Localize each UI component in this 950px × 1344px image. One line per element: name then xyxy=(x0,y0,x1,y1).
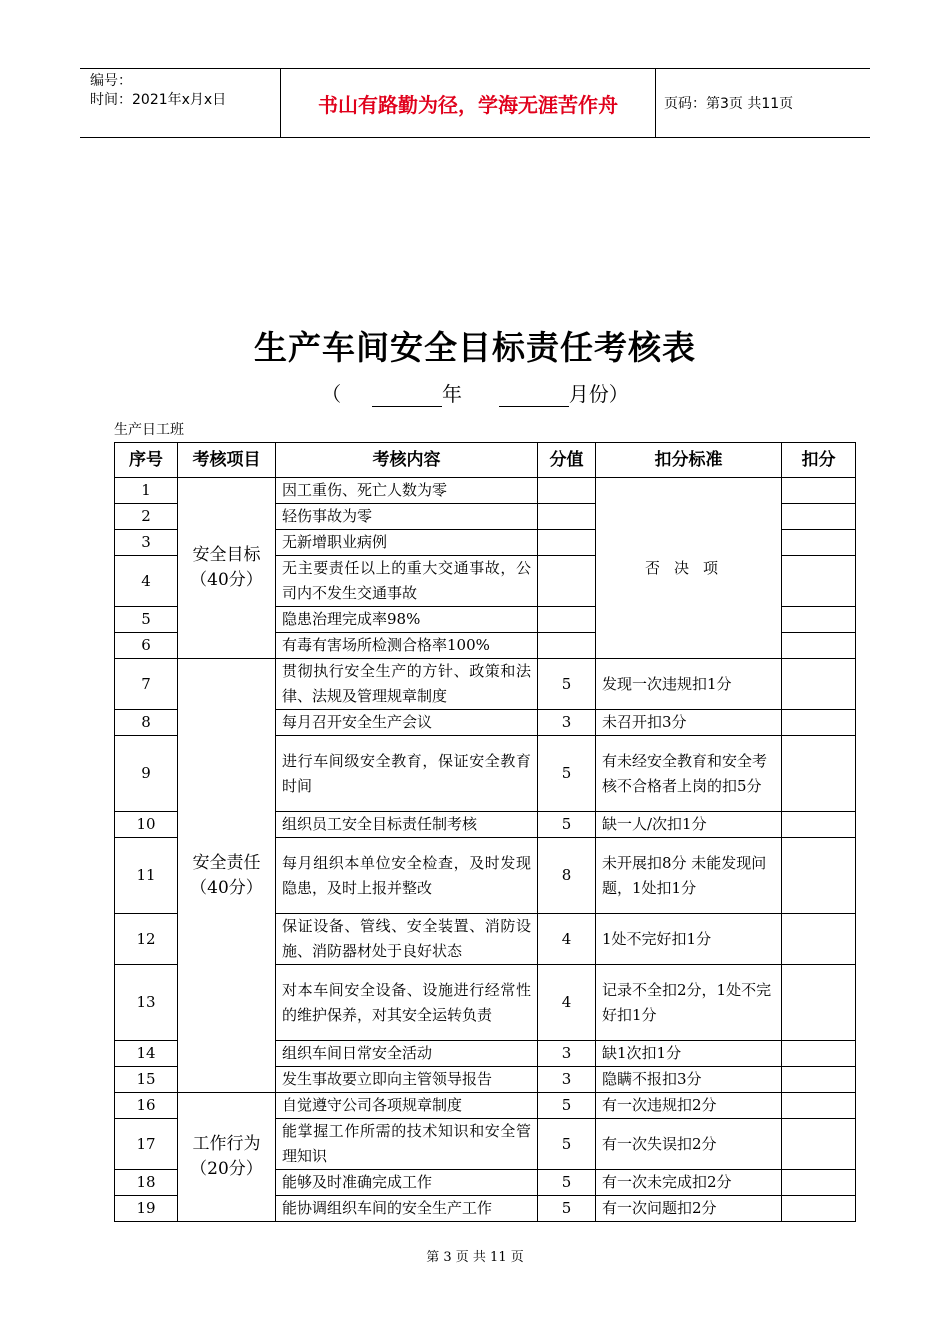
row-score: 3 xyxy=(538,710,596,736)
row-deduction xyxy=(782,659,856,710)
row-content: 组织车间日常安全活动 xyxy=(276,1041,538,1067)
row-no: 17 xyxy=(115,1119,178,1170)
row-content: 无主要责任以上的重大交通事故，公司内不发生交通事故 xyxy=(276,556,538,607)
row-deduction xyxy=(782,965,856,1041)
row-score: 3 xyxy=(538,1067,596,1093)
row-deduction xyxy=(782,504,856,530)
table-row xyxy=(115,1093,856,1119)
row-deduction xyxy=(782,530,856,556)
row-deduction xyxy=(782,1196,856,1222)
row-no: 12 xyxy=(115,914,178,965)
row-score: 4 xyxy=(538,914,596,965)
row-content: 自觉遵守公司各项规章制度 xyxy=(276,1093,538,1119)
row-standard: 未开展扣8分 未能发现问题，1处扣1分 xyxy=(596,838,782,914)
number-label: 编号： xyxy=(90,73,132,89)
row-no: 14 xyxy=(115,1041,178,1067)
row-no: 5 xyxy=(115,607,178,633)
subtitle-month: 月份） xyxy=(568,382,629,406)
row-score: 5 xyxy=(538,812,596,838)
row-no: 18 xyxy=(115,1170,178,1196)
row-score: 5 xyxy=(538,736,596,812)
row-no: 4 xyxy=(115,556,178,607)
row-content: 对本车间安全设备、设施进行经常性的维护保养，对其安全运转负责 xyxy=(276,965,538,1041)
row-deduction xyxy=(782,812,856,838)
month-blank xyxy=(499,388,569,407)
row-no: 8 xyxy=(115,710,178,736)
row-standard: 缺一人/次扣1分 xyxy=(596,812,782,838)
row-deduction xyxy=(782,1041,856,1067)
header-meta xyxy=(80,69,280,137)
row-content: 每月召开安全生产会议 xyxy=(276,710,538,736)
row-no: 13 xyxy=(115,965,178,1041)
row-score xyxy=(538,478,596,504)
row-deduction xyxy=(782,838,856,914)
row-deduction xyxy=(782,607,856,633)
row-standard: 记录不全扣2分，1处不完好扣1分 xyxy=(596,965,782,1041)
row-standard: 缺1次扣1分 xyxy=(596,1041,782,1067)
row-deduction xyxy=(782,736,856,812)
row-score xyxy=(538,530,596,556)
header-motto: 书山有路勤为径，学海无涯苦作舟 xyxy=(280,69,656,137)
row-deduction xyxy=(782,633,856,659)
row-score: 3 xyxy=(538,1041,596,1067)
row-content: 轻伤事故为零 xyxy=(276,504,538,530)
row-score: 8 xyxy=(538,838,596,914)
row-standard: 发现一次违规扣1分 xyxy=(596,659,782,710)
row-deduction xyxy=(782,1170,856,1196)
row-content: 贯彻执行安全生产的方针、政策和法律、法规及管理规章制度 xyxy=(276,659,538,710)
year-blank xyxy=(372,388,442,407)
row-standard: 1处不完好扣1分 xyxy=(596,914,782,965)
row-standard: 有一次违规扣2分 xyxy=(596,1093,782,1119)
row-score xyxy=(538,633,596,659)
col-header-score: 分值 xyxy=(538,443,596,478)
row-score: 5 xyxy=(538,1119,596,1170)
row-no: 19 xyxy=(115,1196,178,1222)
row-score xyxy=(538,607,596,633)
row-no: 16 xyxy=(115,1093,178,1119)
unit-label: 生产日工班 xyxy=(114,422,184,438)
row-content: 进行车间级安全教育，保证安全教育时间 xyxy=(276,736,538,812)
row-content: 能够及时准确完成工作 xyxy=(276,1170,538,1196)
row-standard: 未召开扣3分 xyxy=(596,710,782,736)
row-deduction xyxy=(782,478,856,504)
row-score xyxy=(538,556,596,607)
table-row xyxy=(115,478,856,504)
row-content: 无新增职业病例 xyxy=(276,530,538,556)
col-header-item: 考核项目 xyxy=(178,443,276,478)
col-header-deduction: 扣分 xyxy=(782,443,856,478)
row-standard: 有一次问题扣2分 xyxy=(596,1196,782,1222)
row-no: 9 xyxy=(115,736,178,812)
veto-item: 否决项 xyxy=(596,478,782,659)
row-content: 隐患治理完成率98% xyxy=(276,607,538,633)
row-no: 7 xyxy=(115,659,178,710)
header-page-info: 页码：第3页 共11页 xyxy=(664,96,794,112)
row-standard: 有一次未完成扣2分 xyxy=(596,1170,782,1196)
row-no: 1 xyxy=(115,478,178,504)
row-deduction xyxy=(782,556,856,607)
col-header-no: 序号 xyxy=(115,443,178,478)
row-score: 4 xyxy=(538,965,596,1041)
assessment-table xyxy=(114,442,856,1222)
row-no: 6 xyxy=(115,633,178,659)
document-subtitle xyxy=(0,378,950,407)
page-header xyxy=(80,68,870,138)
row-score: 5 xyxy=(538,1196,596,1222)
row-standard: 有未经安全教育和安全考核不合格者上岗的扣5分 xyxy=(596,736,782,812)
col-header-content: 考核内容 xyxy=(276,443,538,478)
row-score: 5 xyxy=(538,659,596,710)
row-no: 10 xyxy=(115,812,178,838)
row-score: 5 xyxy=(538,1170,596,1196)
row-deduction xyxy=(782,1067,856,1093)
row-no: 11 xyxy=(115,838,178,914)
row-content: 能掌握工作所需的技术知识和安全管理知识 xyxy=(276,1119,538,1170)
row-no: 2 xyxy=(115,504,178,530)
category-safety-duty: 安全责任（40分） xyxy=(178,659,276,1093)
row-standard: 隐瞒不报扣3分 xyxy=(596,1067,782,1093)
page-footer: 第 3 页 共 11 页 xyxy=(426,1250,524,1265)
date-label: 时间：2021年x月x日 xyxy=(90,92,227,108)
row-content: 每月组织本单位安全检查，及时发现隐患，及时上报并整改 xyxy=(276,838,538,914)
row-content: 组织员工安全目标责任制考核 xyxy=(276,812,538,838)
row-content: 能协调组织车间的安全生产工作 xyxy=(276,1196,538,1222)
row-deduction xyxy=(782,914,856,965)
row-content: 因工重伤、死亡人数为零 xyxy=(276,478,538,504)
row-content: 有毒有害场所检测合格率100% xyxy=(276,633,538,659)
document-title: 生产车间安全目标责任考核表 xyxy=(254,328,696,367)
row-deduction xyxy=(782,710,856,736)
row-content: 保证设备、管线、安全装置、消防设施、消防器材处于良好状态 xyxy=(276,914,538,965)
row-score xyxy=(538,504,596,530)
table-row xyxy=(115,659,856,710)
row-no: 3 xyxy=(115,530,178,556)
table-header-row xyxy=(115,443,856,478)
col-header-standard: 扣分标准 xyxy=(596,443,782,478)
row-content: 发生事故要立即向主管领导报告 xyxy=(276,1067,538,1093)
category-safety-goal: 安全目标（40分） xyxy=(178,478,276,659)
row-score: 5 xyxy=(538,1093,596,1119)
row-deduction xyxy=(782,1119,856,1170)
subtitle-year: 年 xyxy=(442,382,462,406)
subtitle-open: （ xyxy=(321,382,342,406)
category-work-conduct: 工作行为（20分） xyxy=(178,1093,276,1222)
row-no: 15 xyxy=(115,1067,178,1093)
row-deduction xyxy=(782,1093,856,1119)
row-standard: 有一次失误扣2分 xyxy=(596,1119,782,1170)
